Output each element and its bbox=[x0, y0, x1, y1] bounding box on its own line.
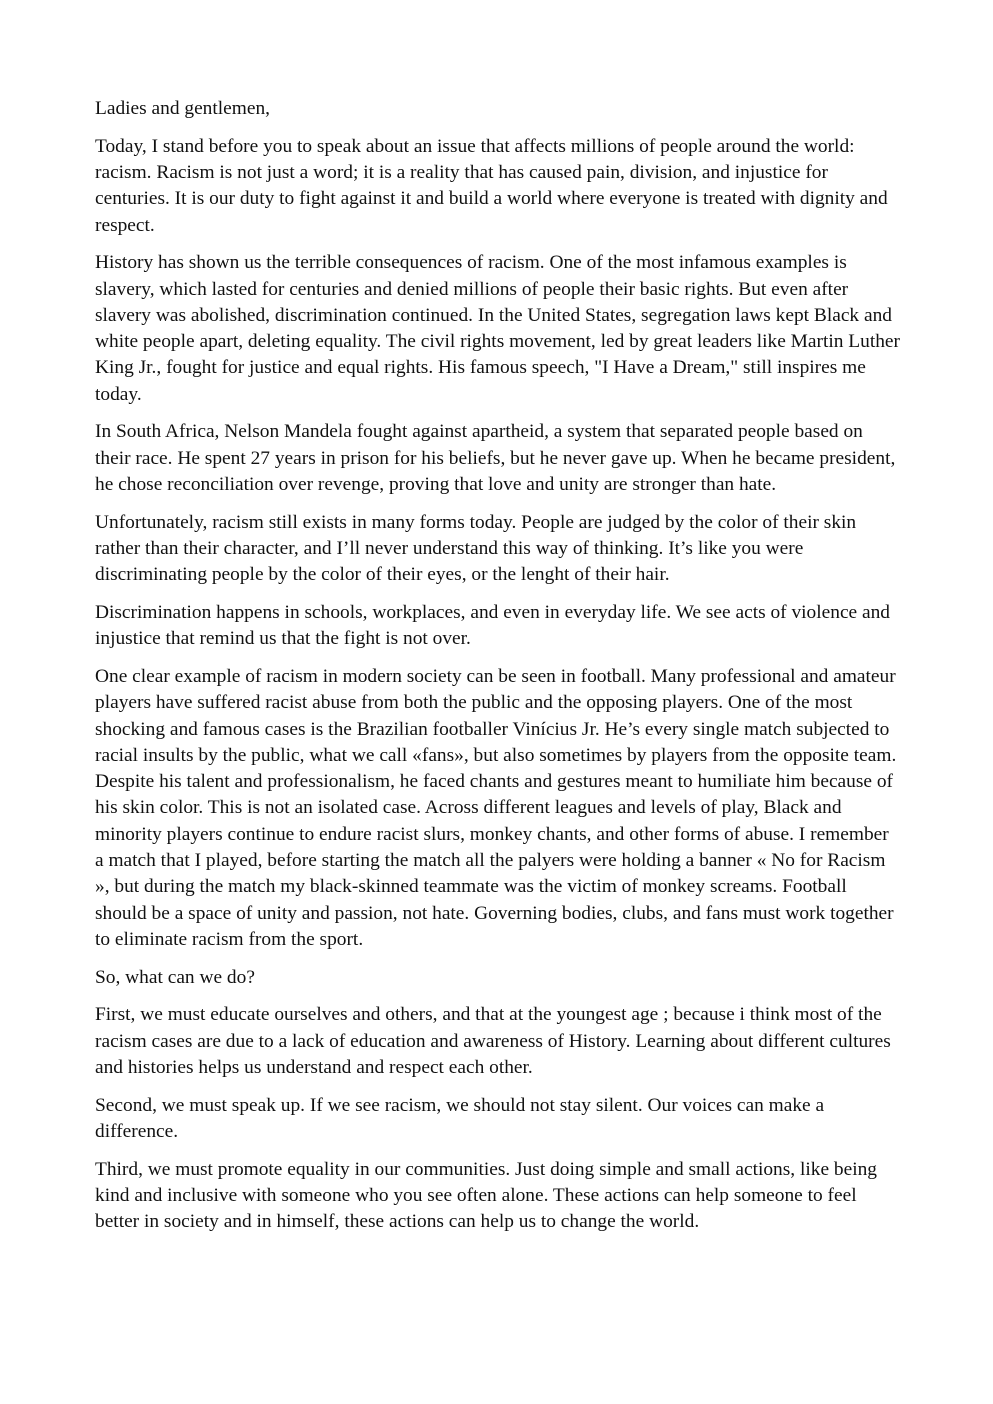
paragraph-question: So, what can we do? bbox=[95, 966, 255, 988]
paragraph-second-action: Second, we must speak up. If we see racism, we should not stay silent. Our voices can make a difference. bbox=[95, 1094, 825, 1142]
paragraph-third-action: Third, we must promote equality in our communities. Just doing simple and small actions, like being kind and inclusive with someone who you see often alone. These actions can help someone to feel better in society and in himself, these actions can help us to change the world. bbox=[95, 1158, 877, 1233]
paragraph-introduction: Today, I stand before you to speak about an issue that affects millions of people around the world: racism. Racism is not just a word; it is a reality that has caused pain, division, and injustice for centuries. It is our duty to fight against it and build a world where everyone is treated with dignity and respect. bbox=[95, 135, 888, 236]
paragraph-football: One clear example of racism in modern society can be seen in football. Many professional and amateur players have suffered racist abuse from both the public and the opposing players. One of the most shocking and famous cases is the Brazilian footballer Vinícius Jr. He’s every single match subjected to racial insults by the public, what we call «fans», but also sometimes by players from the opposite team. Despite his talent and professionalism, he faced chants and gestures meant to humiliate him because of his skin color. This is not an isolated case. Across different leagues and levels of play, Black and minority players continue to endure racist slurs, monkey chants, and other forms of abuse. I remember a match that I played, before starting the match all the palyers were holding a banner « No for Racism », but during the match my black-skinned teammate was the victim of monkey screams. Football should be a space of unity and passion, not hate. Governing bodies, clubs, and fans must work together to eliminate racism from the sport. bbox=[95, 665, 897, 950]
paragraph-discrimination: Discrimination happens in schools, workplaces, and even in everyday life. We see acts of violence and injustice that remind us that the fight is not over. bbox=[95, 602, 890, 650]
paragraph-south-africa: In South Africa, Nelson Mandela fought against apartheid, a system that separated people based on their race. He spent 27 years in prison for his beliefs, but he never gave up. When he became president, he chose reconciliation over revenge, proving that love and unity are stronger than hate. bbox=[95, 421, 896, 496]
paragraph-greeting: Ladies and gentlemen, bbox=[95, 98, 270, 119]
document-page bbox=[95, 96, 900, 1247]
paragraph-first-action: First, we must educate ourselves and others, and that at the youngest age ; because i think most of the racism cases are due to a lack of education and awareness of History. Learning about different cultures and histories helps us understand and respect each other. bbox=[95, 1004, 891, 1078]
paragraph-history: History has shown us the terrible consequences of racism. One of the most infamous examples is slavery, which lasted for centuries and denied millions of people their basic rights. But even after slavery was abolished, discrimination continued. In the United States, segregation laws kept Black and white people apart, deleting equality. The civil rights movement, led by great leaders like Martin Luther King Jr., fought for justice and equal rights. His famous speech, "I Have a Dream," still inspires me today. bbox=[95, 252, 900, 405]
paragraph-racism-today: Unfortunately, racism still exists in many forms today. People are judged by the color of their skin rather than their character, and I’ll never understand this way of thinking. It’s like you were discriminating people by the color of their eyes, or the lenght of their hair. bbox=[95, 511, 857, 586]
